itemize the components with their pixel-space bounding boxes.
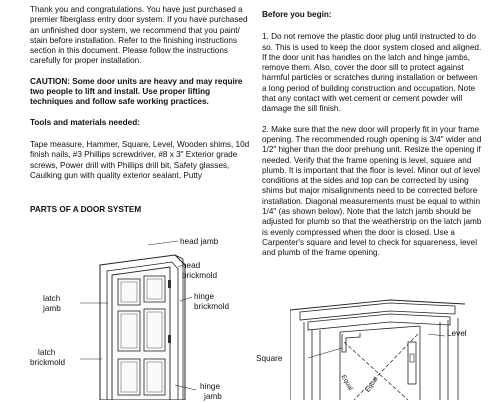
frame-opening-diagram bbox=[290, 292, 470, 400]
label-hinge-jamb-2: jamb bbox=[204, 392, 222, 401]
right-column bbox=[262, 0, 482, 259]
label-equal-1: Equal bbox=[339, 373, 354, 392]
label-equal-2: Equal bbox=[364, 375, 380, 394]
parts-heading: PARTS OF A DOOR SYSTEM bbox=[30, 205, 142, 215]
before-begin-heading: Before you begin: bbox=[262, 10, 332, 19]
label-hinge-brickmold-2: brickmold bbox=[194, 302, 230, 311]
label-head-brickmold-2: brickmold bbox=[182, 271, 218, 280]
label-hinge-brickmold-1: hinge bbox=[194, 292, 215, 301]
label-head-jamb: head jamb bbox=[180, 237, 219, 246]
tools-paragraph: Tape measure, Hammer, Square, Level, Wooden shims, 10d finish nails, #3 Phillips screwdriver, #8 x 3" Exterior grade screws, Power drill with Phillips drill bit, Safety glasses, Caulking gun with quality exterior sealant, Putty bbox=[30, 139, 250, 180]
label-square: Square bbox=[256, 354, 283, 363]
label-level: Level bbox=[447, 329, 467, 338]
step-1-paragraph: 1. Do not remove the plastic door plug until instructed to do so. This is used to keep the door system closed and aligned. If the door unit has handles on the latch and hinge jambs, remove them. Also, cover the door sill to protect against harmful particles or scratches during installation or between a long period of building construction and occupation. Note that any contact with wet cement or cement powder will damage the sill finish. bbox=[262, 32, 482, 114]
intro-paragraph: Thank you and congratulations. You have just purchased a premier fiberglass entry door system. If you have purchased an unfinished door system, we recommend that you paint/ stain before installation. Refer to the finishing instructions section in this document. Please follow the instructions carefully for proper installation. bbox=[30, 5, 248, 66]
door-system-diagram bbox=[80, 235, 240, 400]
label-latch-brickmold-1: latch bbox=[38, 348, 56, 357]
left-column bbox=[30, 0, 250, 215]
label-head-brickmold-1: head bbox=[182, 261, 201, 270]
step-2-paragraph: 2. Make sure that the new door will properly fit in your frame opening. The recommended rough opening is 3/4" wider and 1/2" higher than the door prehung unit. Resize the opening if needed. Verify that the frame opening is level, square and plumb. It is important that the floor is level. Minor out of level conditions at the sides and top can be corrected by using shims but major misalignments need to be corrected before installation. Diagonal measurements must be equal to within 1/4" (as shown below). Note that the latch jamb should be adjusted for plumb so that the weatherstrip on the latch jamb is evenly compressed when the door is closed. Use a Carpenter's square and level to check for squareness, level and plumb of the frame opening. bbox=[262, 124, 482, 258]
label-latch-brickmold-2: brickmold bbox=[30, 358, 66, 367]
label-hinge-jamb-1: hinge bbox=[200, 382, 221, 391]
tools-heading: Tools and materials needed: bbox=[30, 117, 140, 127]
label-latch-jamb-2: jamb bbox=[43, 304, 61, 313]
caution-paragraph: CAUTION: Some door units are heavy and may require two people to lift and install. Use proper lifting techniques and follow safe working practices. bbox=[30, 76, 243, 107]
label-latch-jamb-1: latch bbox=[43, 294, 61, 303]
